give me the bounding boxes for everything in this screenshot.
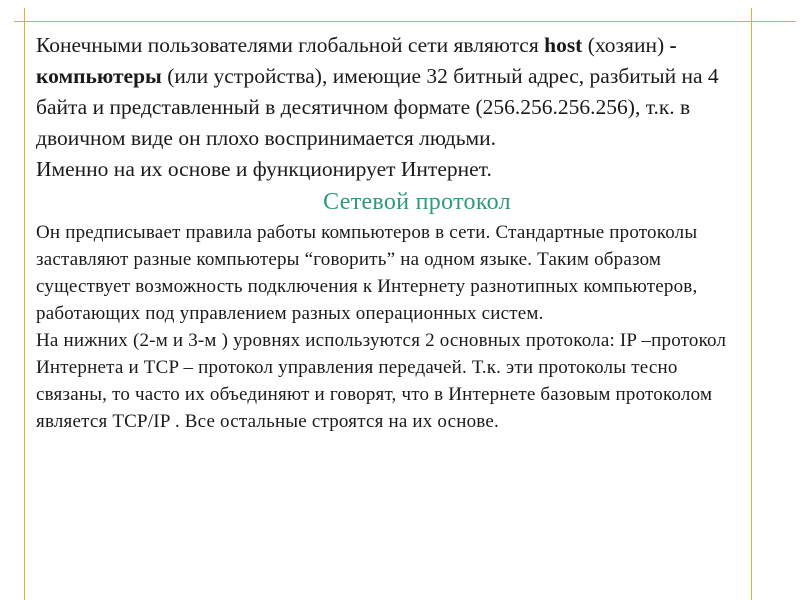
- intro-bold-host: host: [544, 33, 583, 57]
- frame-line-right: [751, 8, 752, 600]
- intro-line-2: Именно на их основе и функционирует Интернет.: [36, 157, 492, 181]
- slide-content: [36, 30, 748, 435]
- intro-paragraph: [36, 30, 748, 154]
- intro-text-part2: (хозяин): [582, 33, 670, 57]
- intro-bold-computers: - компьютеры: [36, 33, 677, 88]
- intro-text-part3: (или устройства), имеющие 32 битный адрес, разбитый на 4 байта и представленный в десятичном формате (256.256.256.256), т.к. в двоичном виде он плохо воспринимается людьми.: [36, 64, 719, 150]
- intro-text-part1: Конечными пользователями глобальной сети являются: [36, 33, 545, 57]
- body-paragraph-1: Он предписывает правила работы компьютеров в сети. Стандартные протоколы заставляют разные компьютеры “говорить” на одном языке. Таким образом существует возможность подключения к Интернету разнотипных компьютеров, работающих под управлением разных операционных систем.: [36, 222, 698, 324]
- section-heading: Сетевой протокол: [323, 189, 511, 215]
- frame-line-left: [24, 8, 25, 600]
- body-text: [36, 219, 748, 435]
- body-paragraph-2: На нижних (2-м и 3-м ) уровнях используются 2 основных протокола: IP –протокол Интернета и TCP – протокол управления передачей. Т.к. эти протоколы тесно связаны, то часто их объединяют и говорят, что в Интернете базовым протоколом является TCP/IP . Все остальные строятся на их основе.: [36, 330, 727, 432]
- frame-line-top: [14, 21, 796, 22]
